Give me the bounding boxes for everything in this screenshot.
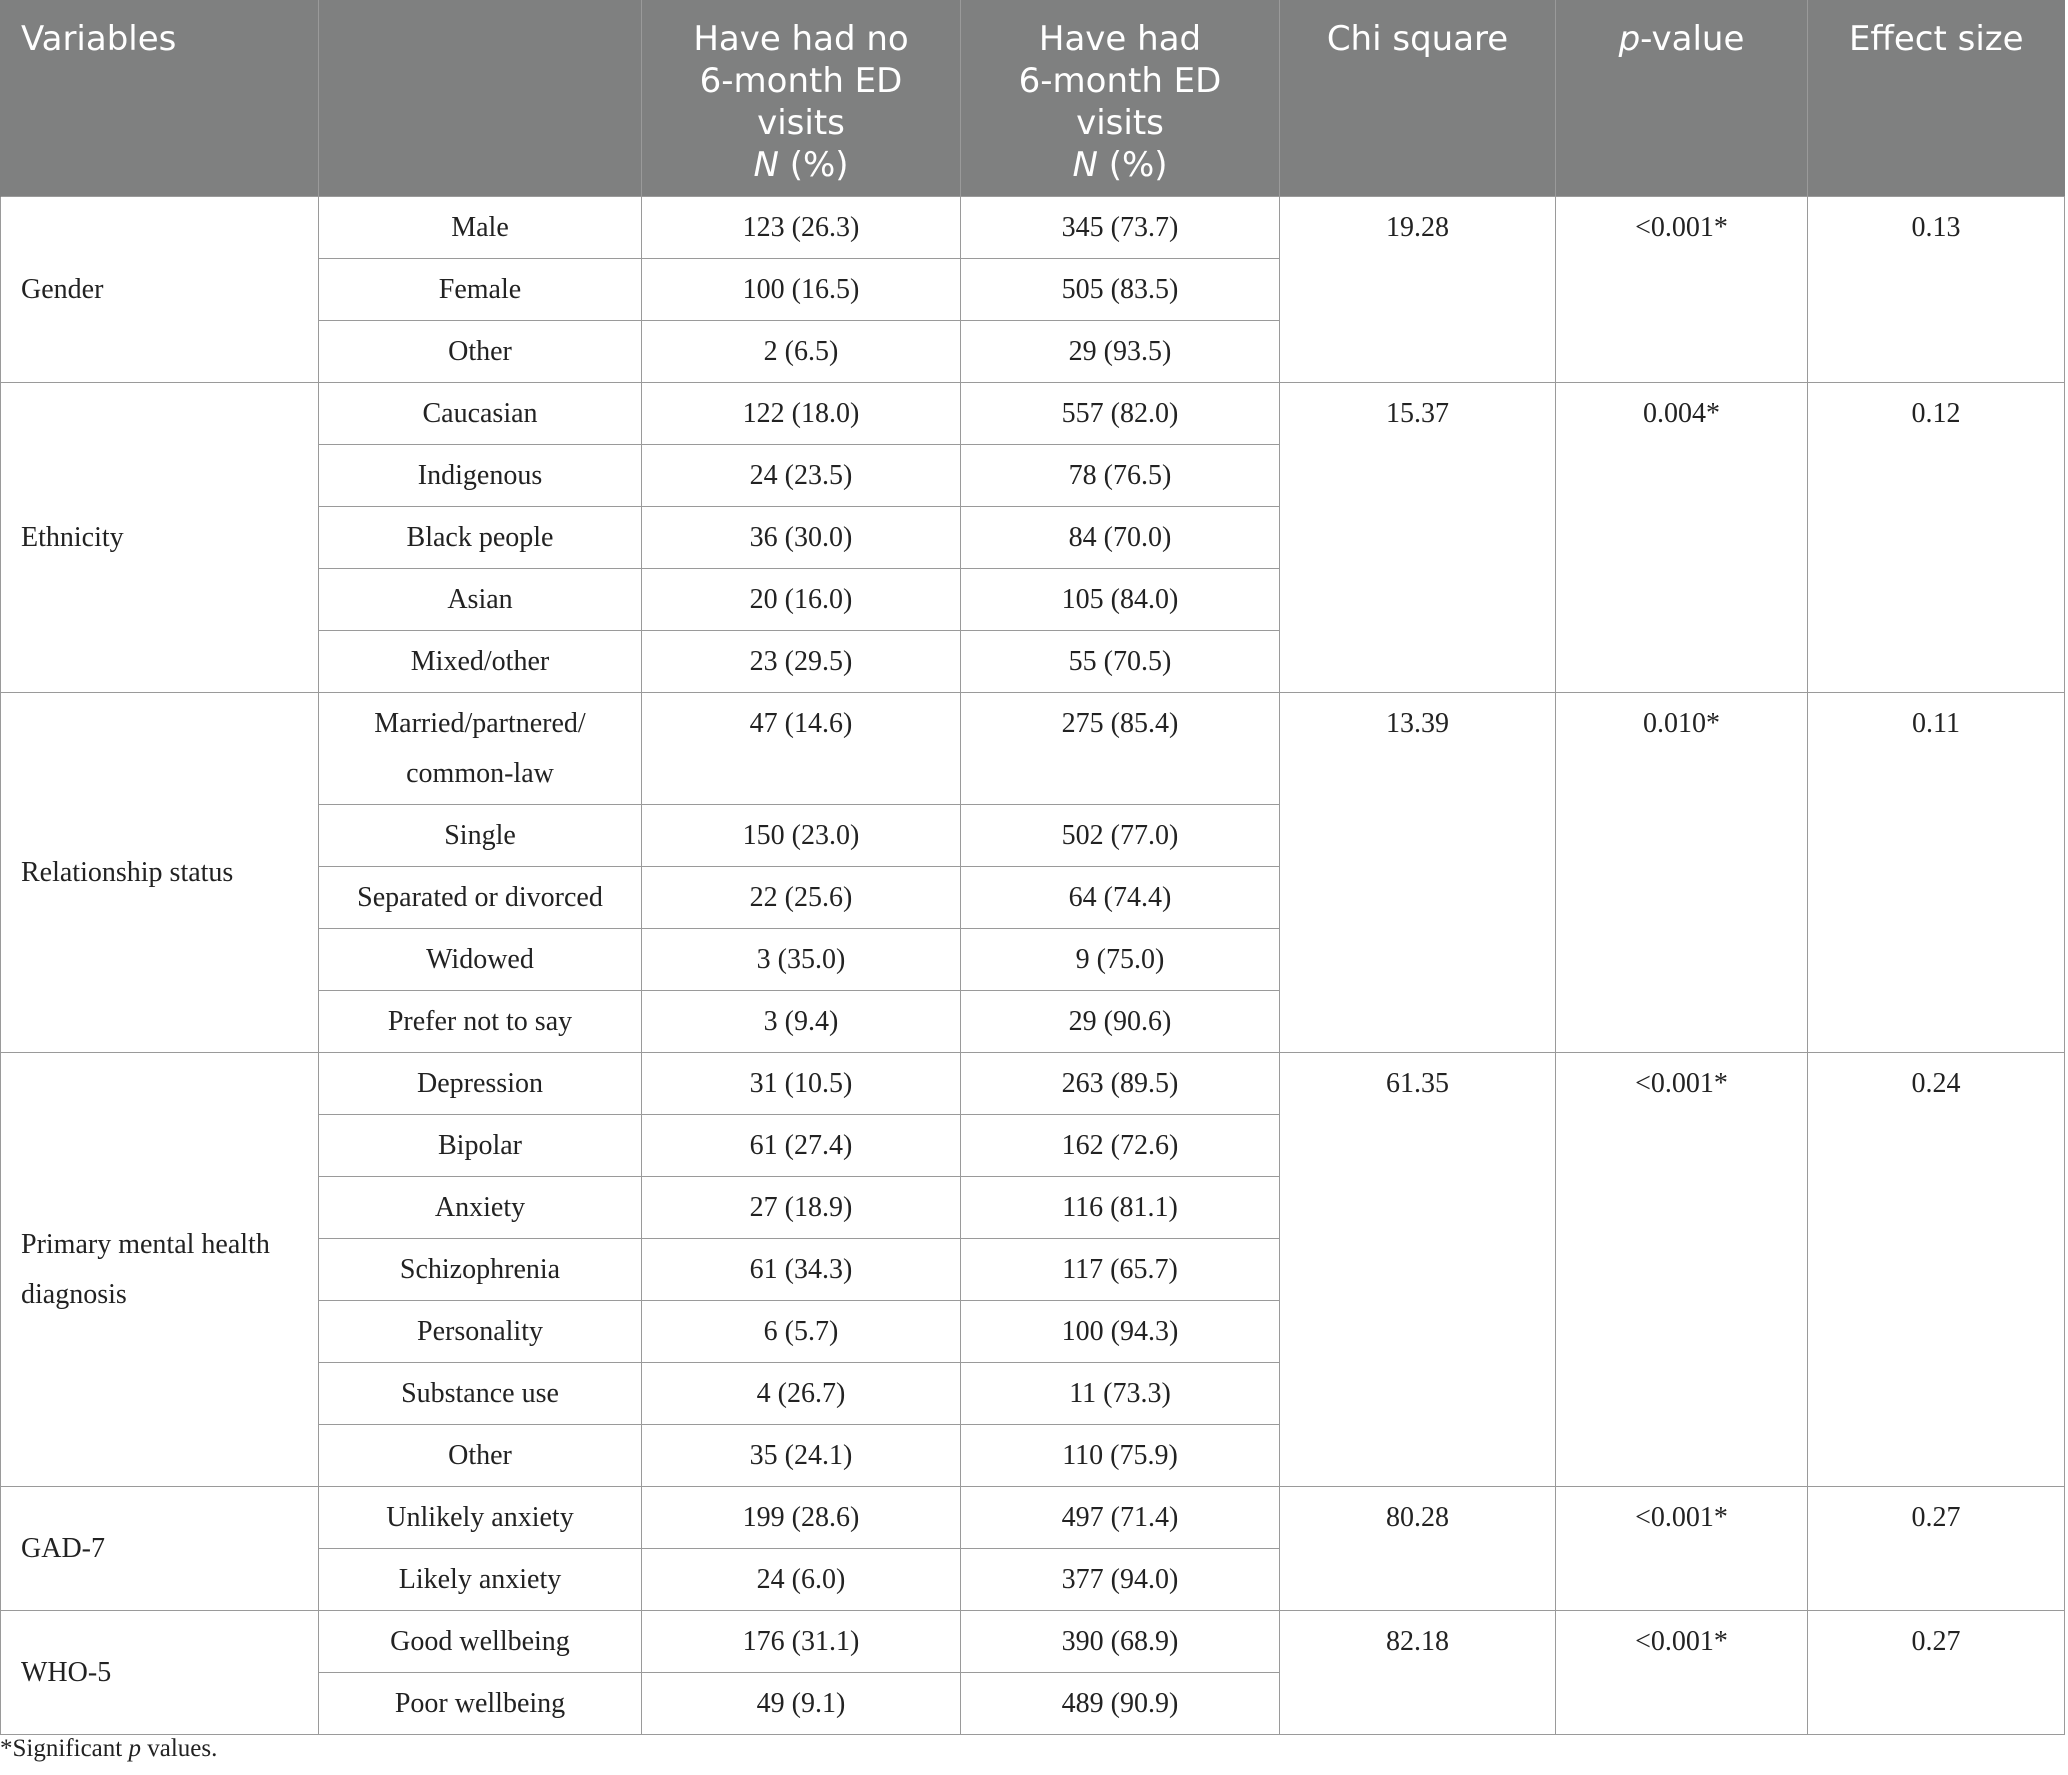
- category-cell: [319, 1549, 642, 1611]
- variable-cell: [1, 1487, 319, 1611]
- header-no-n: N: [753, 145, 779, 185]
- table-row: [1, 1053, 2065, 1115]
- no-ed-visits-cell: 3 (9.4): [642, 991, 961, 1053]
- header-yes-pct: (%): [1097, 145, 1168, 185]
- footnote: [0, 1735, 217, 1763]
- had-ed-visits-cell: 505 (83.5): [961, 259, 1280, 321]
- category-cell: [319, 1301, 642, 1363]
- effect-size-cell: 0.24: [1808, 1053, 2065, 1487]
- no-ed-visits-cell: 4 (26.7): [642, 1363, 961, 1425]
- had-ed-visits-cell: 502 (77.0): [961, 805, 1280, 867]
- had-ed-visits-cell: 263 (89.5): [961, 1053, 1280, 1115]
- had-ed-visits-cell: 11 (73.3): [961, 1363, 1280, 1425]
- header-no-line3: visits: [757, 103, 845, 143]
- no-ed-visits-cell: 150 (23.0): [642, 805, 961, 867]
- had-ed-visits-cell: 345 (73.7): [961, 197, 1280, 259]
- header-yes-line2: 6-month ED: [1018, 61, 1222, 101]
- variable-label: WHO-5: [21, 1657, 112, 1688]
- category-cell: [319, 383, 642, 445]
- variable-label: Ethnicity: [21, 522, 124, 553]
- category-label: Single: [444, 820, 516, 851]
- footnote-rest: values.: [140, 1735, 218, 1762]
- category-label: Male: [451, 212, 509, 243]
- category-cell: [319, 1363, 642, 1425]
- no-ed-visits-cell: 27 (18.9): [642, 1177, 961, 1239]
- header-no-pct: (%): [778, 145, 849, 185]
- had-ed-visits-cell: 64 (74.4): [961, 867, 1280, 929]
- no-ed-visits-cell: 61 (27.4): [642, 1115, 961, 1177]
- category-label: Married/partnered/: [374, 708, 586, 739]
- had-ed-visits-cell: 100 (94.3): [961, 1301, 1280, 1363]
- p-value-cell: <0.001*: [1556, 1611, 1808, 1735]
- variable-label: Gender: [21, 274, 104, 305]
- no-ed-visits-cell: 31 (10.5): [642, 1053, 961, 1115]
- p-value-cell: 0.004*: [1556, 383, 1808, 693]
- table-row: [1, 383, 2065, 445]
- had-ed-visits-cell: 116 (81.1): [961, 1177, 1280, 1239]
- effect-size-cell: 0.11: [1808, 693, 2065, 1053]
- header-had-ed-visits: [961, 0, 1280, 197]
- variable-cell: [1, 383, 319, 693]
- had-ed-visits-cell: 105 (84.0): [961, 569, 1280, 631]
- category-cell: [319, 569, 642, 631]
- category-cell: [319, 1053, 642, 1115]
- header-p-rest: -value: [1640, 19, 1745, 59]
- category-cell: [319, 867, 642, 929]
- header-chi-square: Chi square: [1280, 0, 1556, 197]
- category-label: Bipolar: [438, 1130, 522, 1161]
- variable-cell: [1, 1611, 319, 1735]
- category-cell: [319, 991, 642, 1053]
- had-ed-visits-cell: 84 (70.0): [961, 507, 1280, 569]
- header-row: [1, 0, 2065, 197]
- category-label: Unlikely anxiety: [386, 1502, 574, 1533]
- variable-label: Relationship status: [21, 857, 234, 888]
- no-ed-visits-cell: 35 (24.1): [642, 1425, 961, 1487]
- chi-square-cell: 13.39: [1280, 693, 1556, 1053]
- no-ed-visits-cell: 61 (34.3): [642, 1239, 961, 1301]
- p-value-cell: 0.010*: [1556, 693, 1808, 1053]
- header-no-line2: 6-month ED: [699, 61, 903, 101]
- effect-size-cell: 0.27: [1808, 1487, 2065, 1611]
- category-label: Other: [448, 336, 512, 367]
- no-ed-visits-cell: 2 (6.5): [642, 321, 961, 383]
- category-label: Personality: [417, 1316, 543, 1347]
- table-row: [1, 1487, 2065, 1549]
- variable-cell: [1, 1053, 319, 1487]
- category-label: Prefer not to say: [387, 1006, 573, 1037]
- effect-size-cell: 0.12: [1808, 383, 2065, 693]
- table-row: [1, 693, 2065, 805]
- category-cell: [319, 631, 642, 693]
- table-row: [1, 1611, 2065, 1673]
- no-ed-visits-cell: 47 (14.6): [642, 693, 961, 805]
- had-ed-visits-cell: 377 (94.0): [961, 1549, 1280, 1611]
- p-value-cell: <0.001*: [1556, 1053, 1808, 1487]
- no-ed-visits-cell: 123 (26.3): [642, 197, 961, 259]
- variable-cell: [1, 197, 319, 383]
- header-no-ed-visits: [642, 0, 961, 197]
- category-label: Separated or divorced: [357, 882, 603, 913]
- footnote-star: *Significant: [0, 1735, 129, 1762]
- header-yes-n-pct: [969, 144, 1271, 186]
- category-label: Other: [448, 1440, 512, 1471]
- category-label: Indigenous: [417, 460, 543, 491]
- category-label: Poor wellbeing: [394, 1688, 566, 1719]
- category-cell: [319, 507, 642, 569]
- table-body: [1, 197, 2065, 1735]
- no-ed-visits-cell: 20 (16.0): [642, 569, 961, 631]
- variable-label: GAD-7: [21, 1533, 105, 1564]
- category-cell: [319, 805, 642, 867]
- p-value-cell: <0.001*: [1556, 197, 1808, 383]
- variable-cell: [1, 693, 319, 1053]
- had-ed-visits-cell: 29 (90.6): [961, 991, 1280, 1053]
- category-cell: [319, 259, 642, 321]
- category-cell: [319, 321, 642, 383]
- header-p-value: [1556, 0, 1808, 197]
- variable-label-line2: diagnosis: [21, 1279, 127, 1310]
- category-label: Mixed/other: [410, 646, 550, 677]
- had-ed-visits-cell: 162 (72.6): [961, 1115, 1280, 1177]
- had-ed-visits-cell: 117 (65.7): [961, 1239, 1280, 1301]
- category-cell: [319, 445, 642, 507]
- had-ed-visits-cell: 390 (68.9): [961, 1611, 1280, 1673]
- no-ed-visits-cell: 23 (29.5): [642, 631, 961, 693]
- header-yes-line3: visits: [1076, 103, 1164, 143]
- no-ed-visits-cell: 24 (6.0): [642, 1549, 961, 1611]
- chi-square-cell: 15.37: [1280, 383, 1556, 693]
- category-label: Widowed: [426, 944, 534, 975]
- effect-size-cell: 0.27: [1808, 1611, 2065, 1735]
- category-label: Anxiety: [434, 1192, 526, 1223]
- category-cell: [319, 1239, 642, 1301]
- category-cell: [319, 1425, 642, 1487]
- chi-square-cell: 82.18: [1280, 1611, 1556, 1735]
- variable-label: Primary mental health: [21, 1229, 270, 1260]
- no-ed-visits-cell: 22 (25.6): [642, 867, 961, 929]
- category-cell: [319, 1673, 642, 1735]
- had-ed-visits-cell: 489 (90.9): [961, 1673, 1280, 1735]
- category-label: Asian: [447, 584, 513, 615]
- no-ed-visits-cell: 176 (31.1): [642, 1611, 961, 1673]
- header-yes-n: N: [1072, 145, 1098, 185]
- category-cell: [319, 1487, 642, 1549]
- footnote-p: p: [128, 1735, 141, 1762]
- no-ed-visits-cell: 199 (28.6): [642, 1487, 961, 1549]
- no-ed-visits-cell: 100 (16.5): [642, 259, 961, 321]
- had-ed-visits-cell: 497 (71.4): [961, 1487, 1280, 1549]
- no-ed-visits-cell: 49 (9.1): [642, 1673, 961, 1735]
- had-ed-visits-cell: 557 (82.0): [961, 383, 1280, 445]
- had-ed-visits-cell: 29 (93.5): [961, 321, 1280, 383]
- had-ed-visits-cell: 78 (76.5): [961, 445, 1280, 507]
- category-cell: [319, 1611, 642, 1673]
- no-ed-visits-cell: 122 (18.0): [642, 383, 961, 445]
- had-ed-visits-cell: 9 (75.0): [961, 929, 1280, 991]
- header-variables: Variables: [1, 0, 319, 197]
- header-p-italic: p: [1618, 19, 1641, 59]
- had-ed-visits-cell: 55 (70.5): [961, 631, 1280, 693]
- category-label: Black people: [406, 522, 554, 553]
- chi-square-cell: 19.28: [1280, 197, 1556, 383]
- category-label: Good wellbeing: [390, 1626, 570, 1657]
- header-no-line1: Have had no: [693, 19, 909, 59]
- category-label: Likely anxiety: [398, 1564, 562, 1595]
- category-label: Schizophrenia: [399, 1254, 561, 1285]
- effect-size-cell: 0.13: [1808, 197, 2065, 383]
- header-no-n-pct: [650, 144, 952, 186]
- table-row: [1, 197, 2065, 259]
- no-ed-visits-cell: 3 (35.0): [642, 929, 961, 991]
- category-cell: [319, 1177, 642, 1239]
- no-ed-visits-cell: 36 (30.0): [642, 507, 961, 569]
- had-ed-visits-cell: 110 (75.9): [961, 1425, 1280, 1487]
- category-cell: [319, 197, 642, 259]
- header-yes-line1: Have had: [1038, 19, 1202, 59]
- category-label: Female: [438, 274, 522, 305]
- category-label: Depression: [417, 1068, 543, 1099]
- category-cell: [319, 1115, 642, 1177]
- category-label: Substance use: [401, 1378, 559, 1409]
- category-label-line2: common-law: [406, 758, 554, 789]
- no-ed-visits-cell: 24 (23.5): [642, 445, 961, 507]
- category-cell: [319, 929, 642, 991]
- header-effect-size: Effect size: [1808, 0, 2065, 197]
- chi-square-cell: 80.28: [1280, 1487, 1556, 1611]
- had-ed-visits-cell: 275 (85.4): [961, 693, 1280, 805]
- category-cell: [319, 693, 642, 805]
- chi-square-cell: 61.35: [1280, 1053, 1556, 1487]
- no-ed-visits-cell: 6 (5.7): [642, 1301, 961, 1363]
- p-value-cell: <0.001*: [1556, 1487, 1808, 1611]
- header-category: [319, 0, 642, 197]
- category-label: Caucasian: [422, 398, 538, 429]
